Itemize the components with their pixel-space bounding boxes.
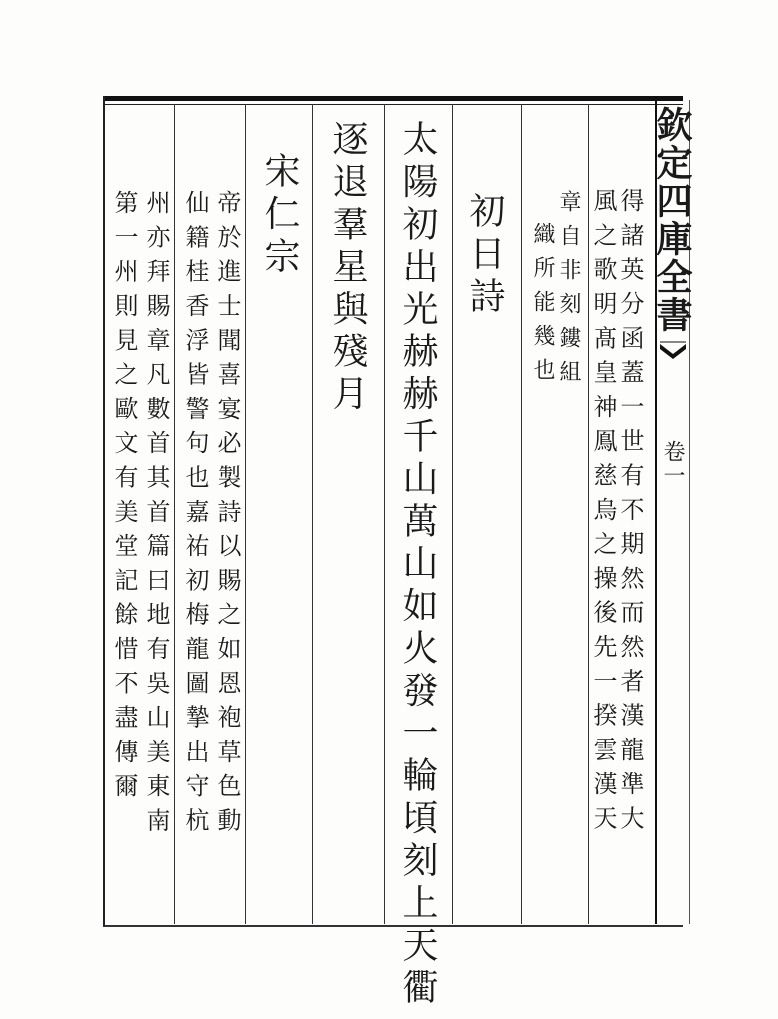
column-divider (174, 104, 175, 924)
frame-top-border (103, 96, 683, 101)
volume-label: 卷一 (660, 440, 685, 488)
commentary-column: 州亦拜賜章凡數首其首篇曰地有吳山美東南 (142, 190, 170, 842)
text-column: 得諸英分函蓋一世有不期然而然者漢龍準大 (616, 188, 644, 840)
text-column: 風之歌明髙皇神鳯慈烏之操後先一揆雲漢天 (589, 188, 617, 840)
poem-title: 初日詩 (464, 192, 505, 320)
fish-tail-mark-icon (660, 340, 686, 362)
column-divider (384, 104, 385, 924)
column-divider (312, 104, 313, 924)
frame-bottom-border (103, 925, 683, 927)
column-divider (245, 104, 246, 924)
poem-line: 逐退羣星與殘月 (327, 120, 368, 417)
column-divider (521, 104, 522, 924)
frame-left-border (103, 96, 105, 926)
commentary-column: 第一州則見之歐文有美堂記餘惜不盡傳爾 (110, 190, 138, 808)
text-column-annotation: 章自非刻鏤組 (556, 190, 581, 394)
commentary-column: 仙籍桂香浮皆警句也嘉祐初梅龍圖摯出守杭 (181, 190, 209, 842)
column-divider (452, 104, 453, 924)
author-name: 宋仁宗 (259, 152, 300, 280)
book-title: 欽定四庫全書 (651, 106, 693, 334)
text-column-annotation: 織所能幾也 (530, 222, 555, 392)
frame-top-rule (103, 104, 683, 105)
poem-line: 太陽初出光赫赫千山萬山如火發一輪頃刻上天衢 (397, 120, 438, 1011)
commentary-column: 帝於進士聞喜宴必製詩以賜之如恩袍草色動 (213, 190, 241, 842)
